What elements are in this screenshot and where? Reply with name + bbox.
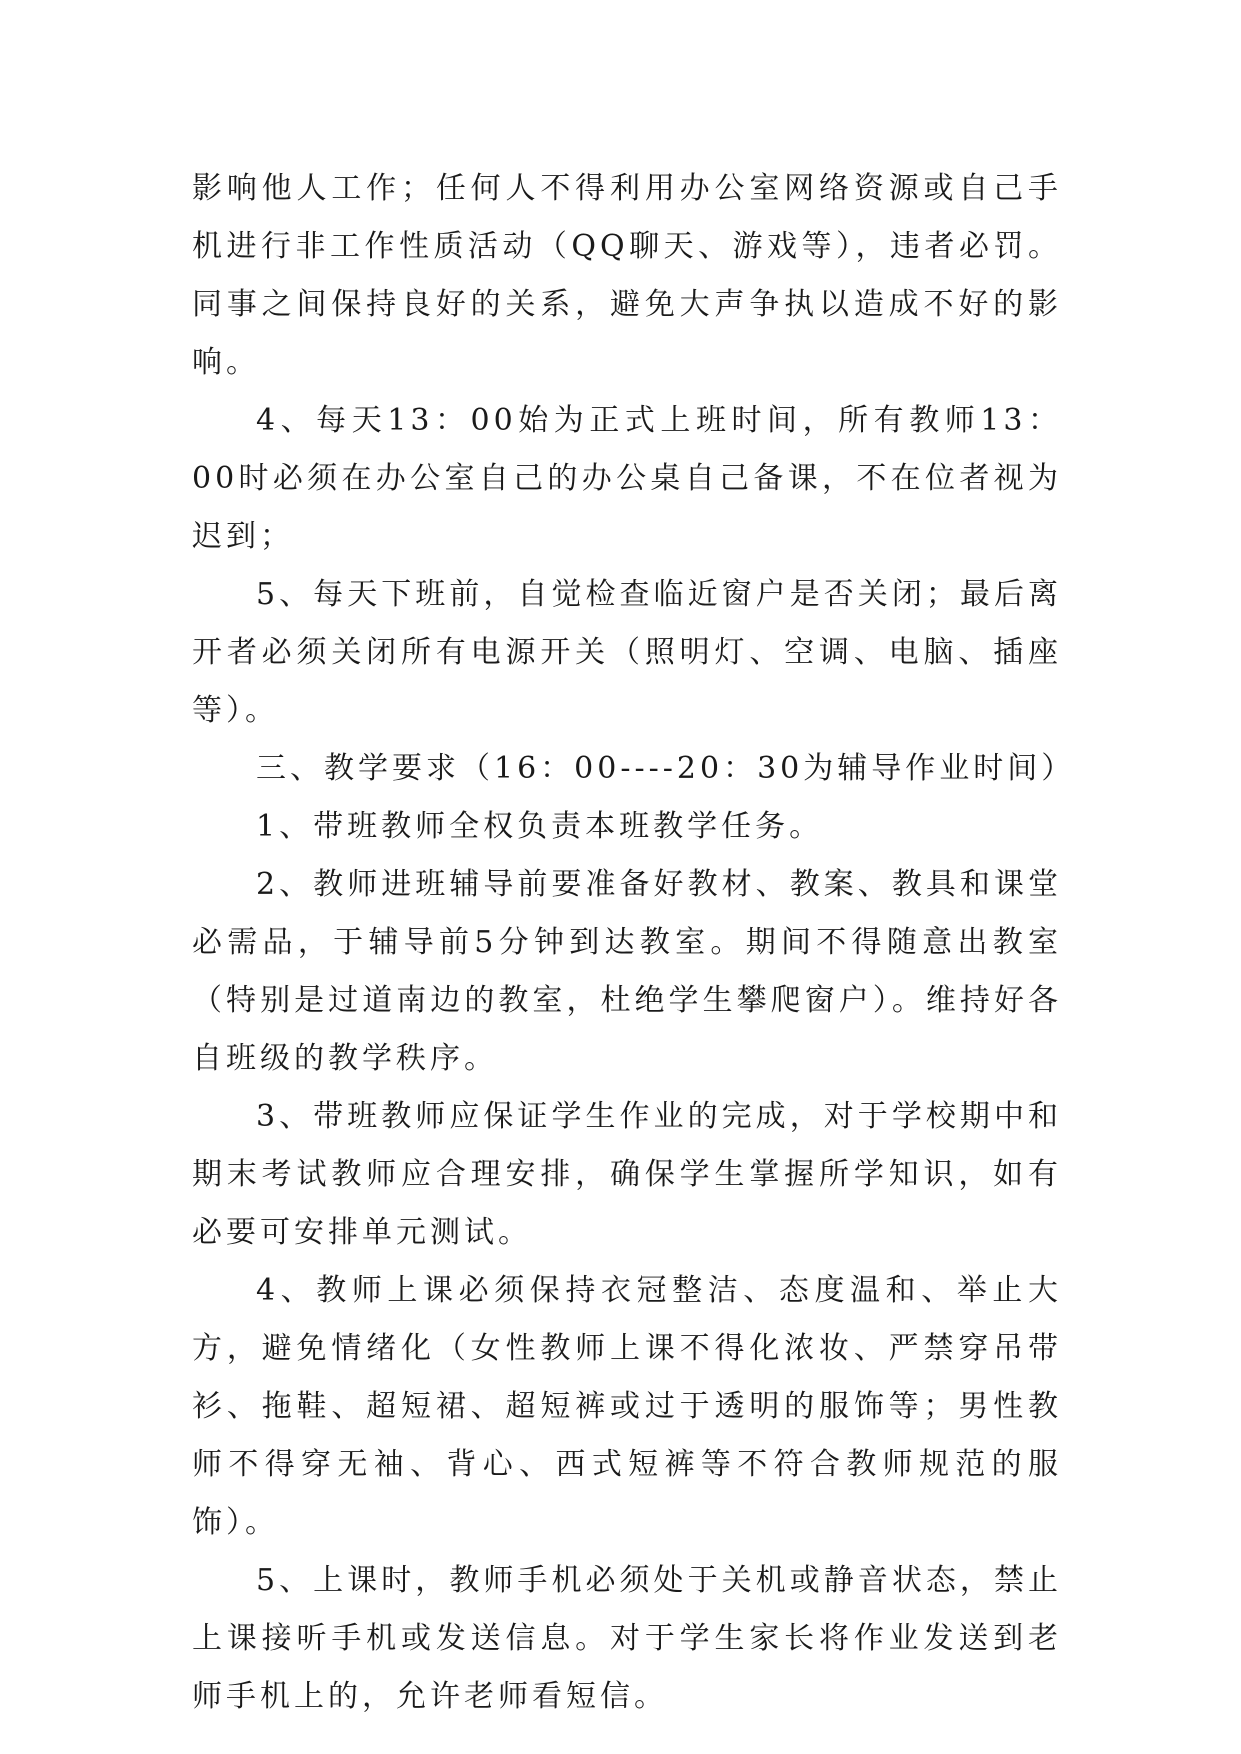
paragraph-dress-code: 4、教师上课必须保持衣冠整洁、态度温和、举止大方，避免情绪化（女性教师上课不得化浓妆、严禁穿吊带衫、拖鞋、超短裙、超短裤或过于透明的服饰等；男性教师不得穿无袖、背心、西式短裤等不符合教师规范的服饰）。	[192, 1273, 1062, 1540]
paragraph-phone-policy: 5、上课时，教师手机必须处于关机或静音状态，禁止上课接听手机或发送信息。对于学生家长将作业发送到老师手机上的，允许老师看短信。	[192, 1563, 1062, 1714]
paragraph-homework-exams: 3、带班教师应保证学生作业的完成，对于学校期中和期末考试教师应合理安排，确保学生掌握所学知识，如有必要可安排单元测试。	[192, 1099, 1062, 1250]
paragraph-work-hours: 4、每天13：00始为正式上班时间，所有教师13：00时必须在办公室自己的办公桌自己备课，不在位者视为迟到；	[192, 403, 1062, 554]
paragraph-leave-office: 5、每天下班前，自觉检查临近窗户是否关闭；最后离开者必须关闭所有电源开关（照明灯、空调、电脑、插座等）。	[192, 577, 1062, 728]
document-body	[192, 160, 1076, 1726]
section-heading-teaching-requirements: 三、教学要求（16：00----20：30为辅导作业时间）	[256, 751, 1076, 786]
paragraph-class-teacher-duty: 1、带班教师全权负责本班教学任务。	[256, 809, 824, 844]
paragraph-office-conduct: 影响他人工作；任何人不得利用办公室网络资源或自己手机进行非工作性质活动（QQ聊天、游戏等），违者必罚。同事之间保持良好的关系，避免大声争执以造成不好的影响。	[192, 171, 1062, 380]
paragraph-preparation: 2、教师进班辅导前要准备好教材、教案、教具和课堂必需品，于辅导前5分钟到达教室。期间不得随意出教室（特别是过道南边的教室，杜绝学生攀爬窗户）。维持好各自班级的教学秩序。	[192, 867, 1062, 1076]
